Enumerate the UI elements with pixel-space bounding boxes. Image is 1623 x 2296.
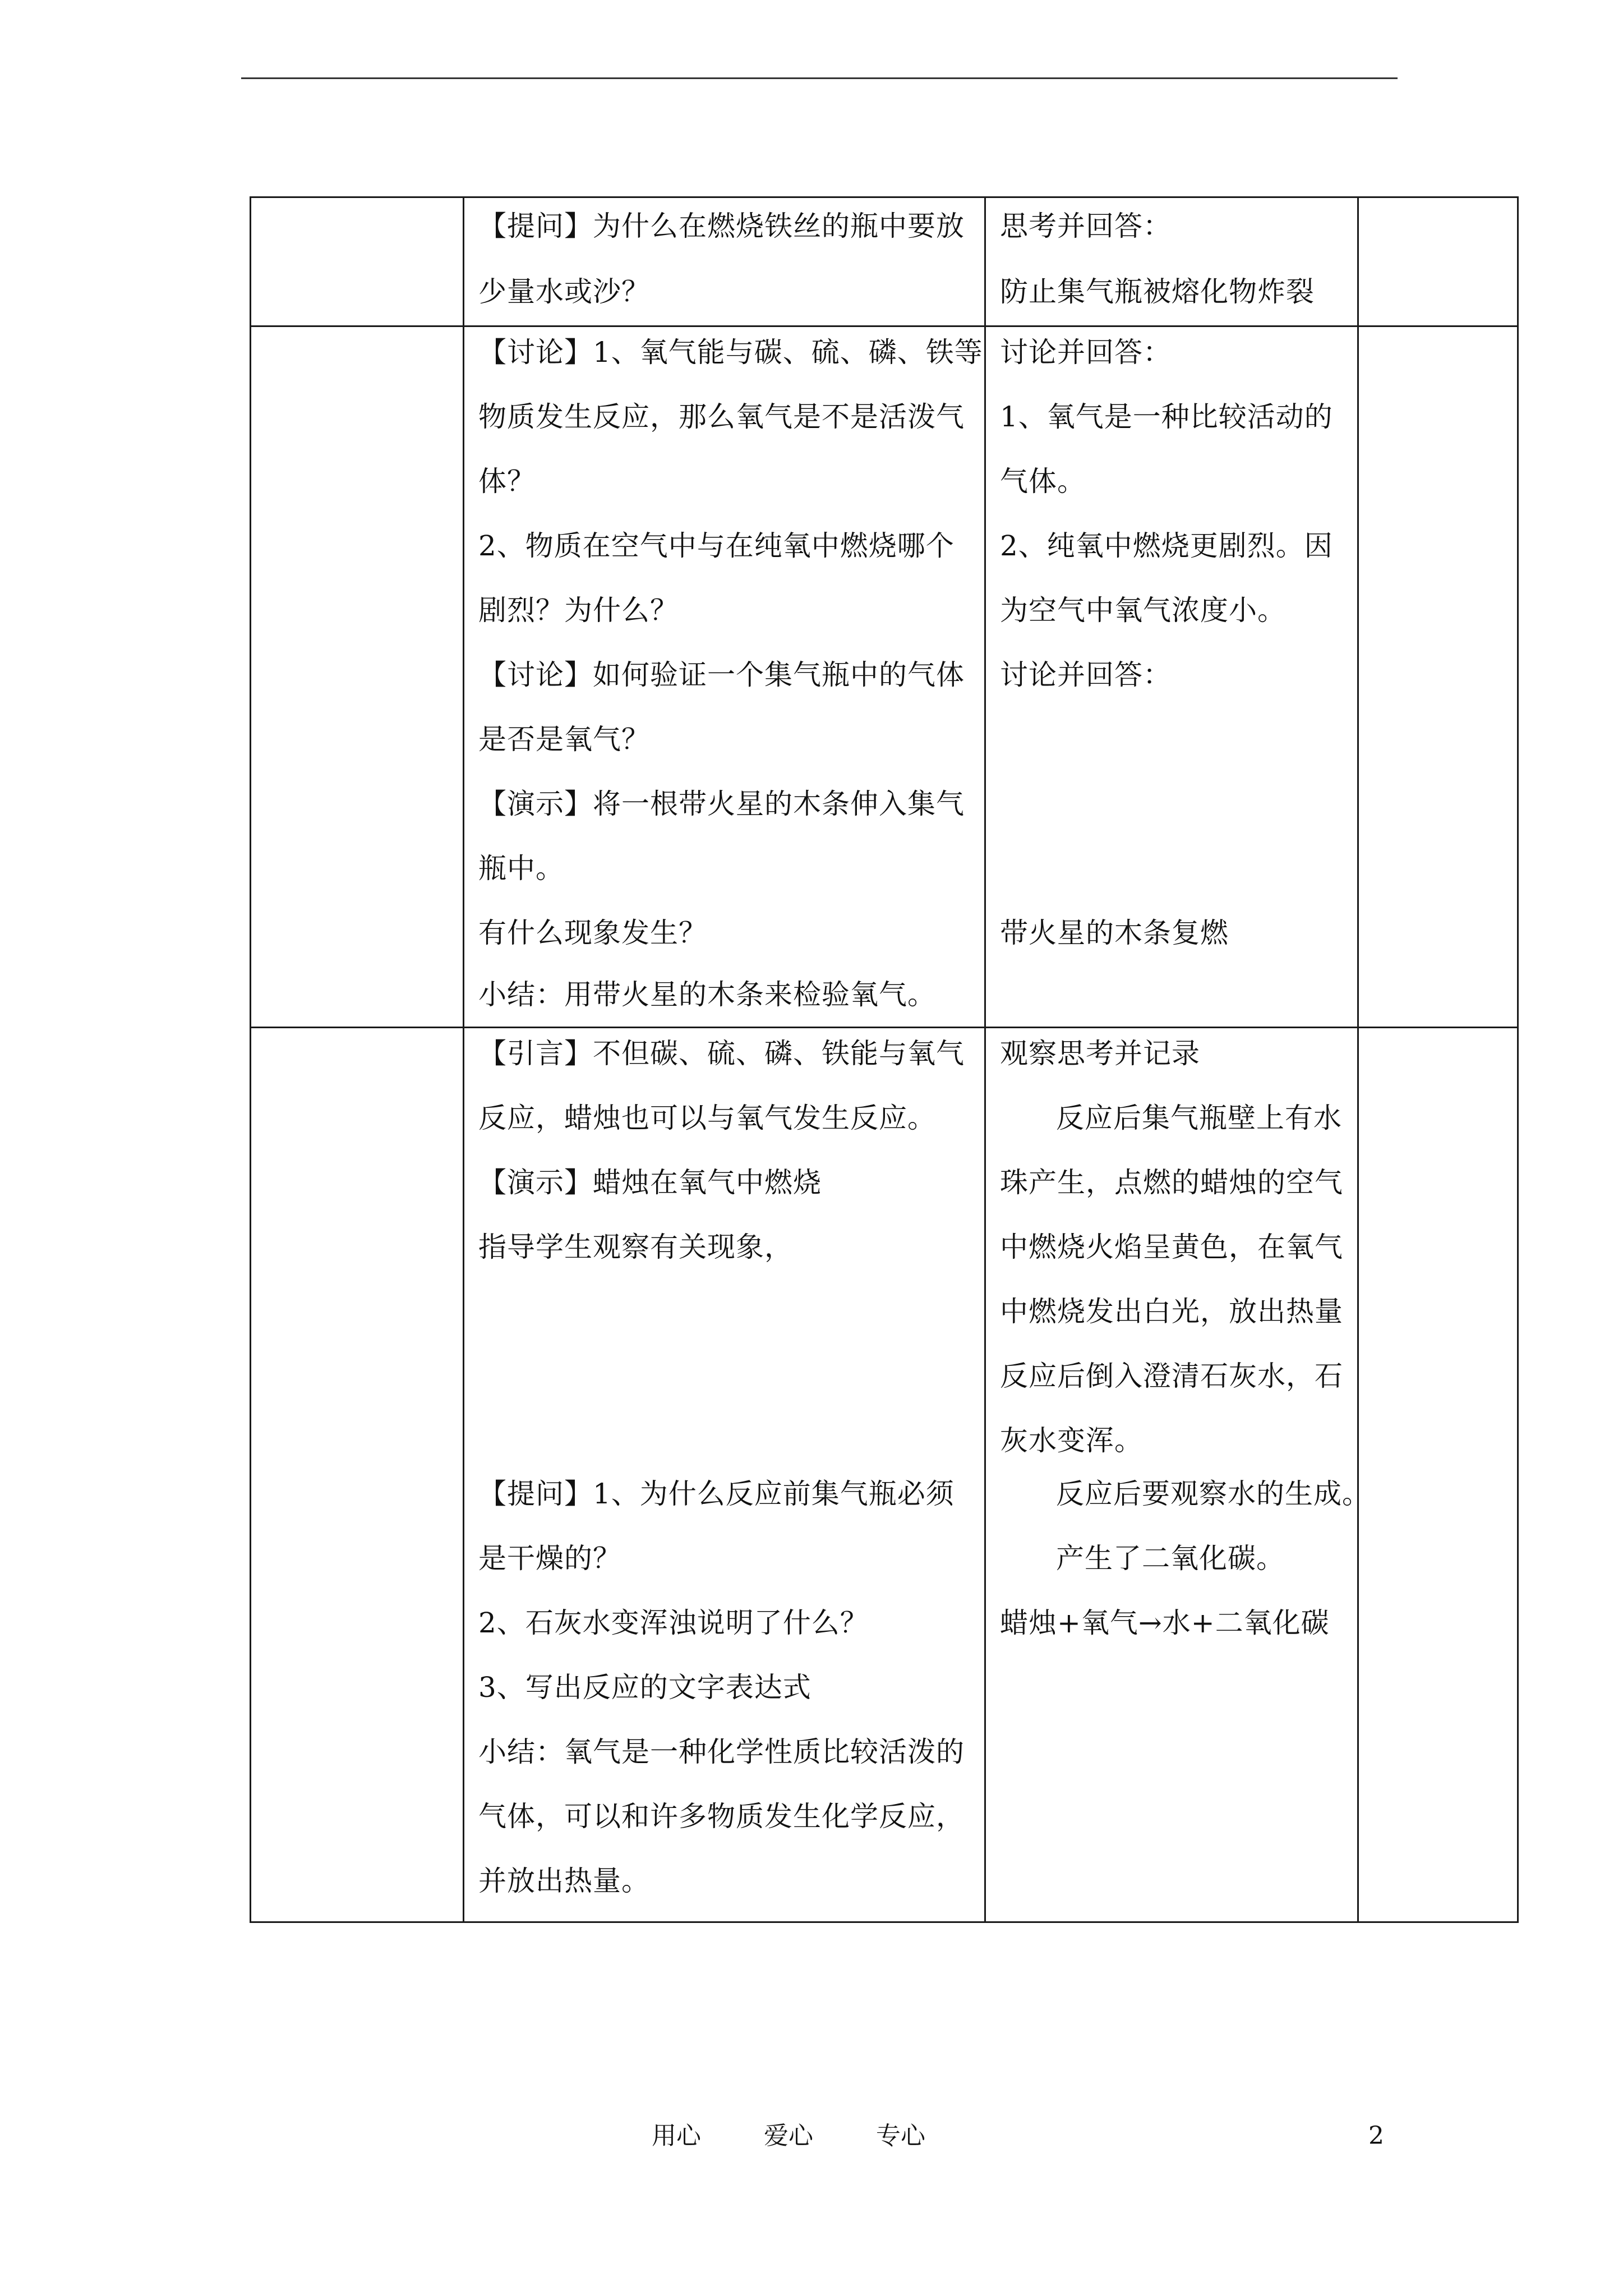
blank-cell	[1358, 197, 1518, 326]
text-line: 反应后集气瓶壁上有水	[1056, 1102, 1342, 1134]
text-line: 蜡烛+氧气→水+二氧化碳	[1000, 1607, 1330, 1639]
table-row	[251, 326, 1518, 1028]
text-line: 带火星的木条复燃	[1000, 917, 1229, 949]
text-line: 气体。	[1000, 465, 1086, 498]
text-line: 为空气中氧气浓度小。	[1000, 594, 1286, 627]
text-line: 反应，蜡烛也可以与氧气发生反应。	[478, 1102, 936, 1134]
teacher-activity-cell	[464, 197, 985, 326]
blank-cell	[251, 1028, 464, 1922]
student-activity-cell	[985, 1028, 1371, 1922]
text-line: 灰水变浑。	[1000, 1424, 1143, 1457]
text-line: 产生了二氧化碳。	[1056, 1542, 1285, 1575]
text-line: 2、石灰水变浑浊说明了什么？	[478, 1607, 869, 1639]
header-rule	[241, 77, 1398, 79]
text-line: 瓶中。	[478, 852, 564, 885]
footer-motto-3: 专心	[876, 2122, 925, 2150]
teacher-activity-cell	[464, 1028, 985, 1922]
blank-cell	[251, 326, 464, 1028]
blank-cell	[1358, 1028, 1518, 1922]
text-line: 思考并回答：	[1000, 210, 1172, 242]
text-line: 观察思考并记录	[1000, 1037, 1200, 1070]
teacher-activity-cell	[464, 326, 985, 1028]
text-line: 体？	[478, 465, 536, 498]
text-line: 反应后要观察水的生成。	[1056, 1478, 1371, 1510]
text-line: 3、写出反应的文字表达式	[478, 1671, 811, 1704]
blank-cell	[251, 197, 464, 326]
text-line: 【讨论】1、氧气能与碳、硫、磷、铁等	[478, 336, 983, 369]
student-activity-cell	[985, 326, 1358, 1028]
text-line: 物质发生反应，那么氧气是不是活泼气	[478, 401, 965, 433]
table-row	[251, 197, 1518, 326]
text-line: 防止集气瓶被熔化物炸裂	[1000, 275, 1315, 308]
footer-motto-1: 用心	[652, 2122, 701, 2150]
text-line: 【演示】将一根带火星的木条伸入集气	[478, 788, 965, 820]
text-line: 剧烈？为什么？	[478, 594, 679, 627]
text-line: 2、纯氧中燃烧更剧烈。因	[1000, 530, 1333, 562]
text-line: 【引言】不但碳、硫、磷、铁能与氧气	[478, 1037, 965, 1070]
table-row	[251, 1028, 1518, 1922]
text-line: 反应后倒入澄清石灰水，石	[1000, 1360, 1343, 1392]
page-number: 2	[1368, 2122, 1384, 2150]
text-line: 中燃烧发出白光，放出热量	[1000, 1295, 1343, 1328]
text-line: 1、氧气是一种比较活动的	[1000, 401, 1333, 433]
text-line: 少量水或沙？	[478, 275, 650, 308]
text-line: 气体，可以和许多物质发生化学反应，	[478, 1800, 965, 1833]
text-line: 讨论并回答：	[1000, 336, 1172, 369]
blank-cell	[1358, 326, 1518, 1028]
student-activity-cell	[985, 197, 1358, 326]
text-line: 【提问】为什么在燃烧铁丝的瓶中要放	[478, 210, 965, 242]
text-line: 中燃烧火焰呈黄色，在氧气	[1000, 1231, 1343, 1263]
text-line: 小结：用带火星的木条来检验氧气。	[478, 978, 936, 1011]
text-line: 指导学生观察有关现象，	[478, 1231, 793, 1263]
text-line: 【演示】蜡烛在氧气中燃烧	[478, 1166, 822, 1199]
text-line: 2、物质在空气中与在纯氧中燃烧哪个	[478, 530, 955, 562]
text-line: 讨论并回答：	[1000, 659, 1172, 691]
text-line: 小结：氧气是一种化学性质比较活泼的	[478, 1736, 965, 1768]
text-line: 并放出热量。	[478, 1865, 650, 1897]
text-line: 【提问】1、为什么反应前集气瓶必须	[478, 1478, 955, 1510]
footer-motto-2: 爱心	[764, 2122, 813, 2150]
lesson-table	[250, 196, 1519, 1923]
text-line: 【讨论】如何验证一个集气瓶中的气体	[478, 659, 965, 691]
text-line: 是否是氧气？	[478, 723, 650, 756]
text-line: 是干燥的？	[478, 1542, 621, 1575]
text-line: 有什么现象发生？	[478, 917, 707, 949]
text-line: 珠产生，点燃的蜡烛的空气	[1000, 1166, 1343, 1199]
